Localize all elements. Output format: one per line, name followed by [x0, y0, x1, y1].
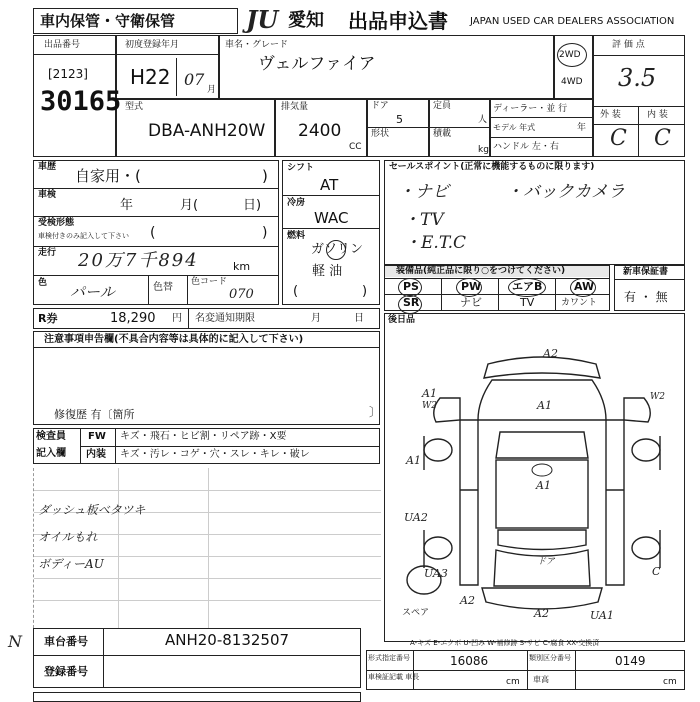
storage-stamp: 車内保管・守衛保管 — [40, 12, 176, 30]
model-year-label: モデル 年式 — [493, 123, 536, 132]
front-bumper-shape — [484, 357, 600, 378]
damage-mark-3: W2 — [422, 401, 437, 411]
registration-label: 初度登録年月 — [125, 40, 180, 50]
equip-sr: SR — [403, 296, 420, 309]
equip-ps: PS — [403, 280, 419, 293]
inspector-interior: 内装 — [86, 449, 106, 460]
mileage-unit: km — [233, 260, 251, 273]
remarks-grid — [33, 468, 381, 628]
displacement-value: 2400 — [298, 121, 342, 141]
remark-1: ダッシュ板ベタツキ — [38, 503, 146, 517]
registration-number-label: 登録番号 — [44, 665, 88, 678]
rating-exterior-label: 外 装 — [600, 110, 621, 120]
type-spec-label-4: 車高 — [533, 675, 549, 684]
damage-mark-12: A2 — [460, 594, 475, 607]
history-close: ) — [262, 167, 268, 185]
type-spec-label-1: 形式指定番号 — [368, 654, 410, 662]
inspector-fw: FW — [88, 431, 106, 442]
capacity-label: 定員 — [433, 101, 452, 111]
storage-stamp-box — [33, 8, 238, 34]
color-change-label: 色替 — [153, 282, 173, 293]
history-label: 車歴 — [38, 162, 57, 172]
recycle-month: 月 — [311, 313, 321, 324]
inspection-label: 車検 — [38, 190, 57, 200]
equip-aw: AW — [574, 280, 595, 293]
damage-legend: A-キズ E-エクボ U-凹み W-補修跡 S-サビ C-腐食 XX-交換済 — [410, 639, 600, 647]
doors-label: ドア — [371, 101, 389, 111]
type-spec-label-2: 類別区分番号 — [529, 654, 571, 662]
equip-pw-circle — [456, 278, 482, 297]
inspector-interior-text: キズ・汚レ・コゲ・穴・スレ・キレ・破レ — [120, 449, 310, 460]
recycle-notice-label: 名変通知期限 — [195, 313, 255, 324]
remark-2: オイルもれ — [38, 530, 98, 544]
damage-mark-4: A1 — [537, 399, 552, 412]
inspector-fw-text: キズ・飛石・ヒビ割・リペア跡・X要 — [120, 431, 287, 442]
doors-value: 5 — [396, 113, 403, 126]
selling-point-4: ・E.T.C — [404, 233, 467, 253]
type-spec-unit-1: cm — [506, 677, 520, 687]
color-code: 070 — [229, 287, 254, 302]
rating-label: 評 価 点 — [612, 40, 645, 50]
model-year-unit: 年 — [577, 123, 587, 133]
damage-mark-7: A1 — [536, 479, 551, 492]
reception-open: ( — [150, 225, 156, 241]
damage-mark-13: A2 — [534, 607, 549, 620]
chassis-label: 車台番号 — [44, 635, 88, 648]
model-label: 型式 — [125, 102, 144, 112]
equip-airbag-circle — [508, 278, 546, 297]
displacement-unit: CC — [349, 142, 362, 152]
fuel-close: ) — [362, 284, 368, 299]
aircon-value: WAC — [314, 209, 349, 227]
ju-logo-text: 愛知 — [288, 10, 324, 31]
shift-label: シフト — [287, 163, 315, 173]
damage-mark-14: UA1 — [590, 609, 614, 622]
registration-month-unit: 月 — [207, 85, 217, 95]
inspection-year: 年 — [120, 198, 134, 213]
fuel-diesel: 軽 油 — [312, 264, 343, 279]
reception-close: ) — [262, 225, 268, 241]
damage-mark-1: A2 — [543, 347, 558, 360]
equip-aw-circle — [570, 278, 596, 297]
rear-label: 後日品 — [388, 315, 416, 325]
warranty-value: 有 ・ 無 — [624, 290, 668, 304]
mileage-value: 20万7千894 — [78, 250, 199, 271]
registration-month: 07 — [184, 70, 205, 89]
handle-label: ハンドル 左・右 — [493, 142, 559, 152]
color-label: 色 — [38, 278, 48, 288]
type-spec-label-3: 車検証記載 車長 — [368, 673, 420, 681]
mileage-label: 走行 — [38, 248, 57, 258]
type-spec-unit-2: cm — [663, 677, 677, 687]
inspector-label: 検査員 — [36, 431, 66, 442]
selling-point-1: ・ナビ — [398, 182, 449, 202]
repair-history: 修復歴 有〔箇所 — [54, 408, 135, 421]
recycle-label: R券 — [38, 312, 58, 325]
warranty-label: 新車保証書 — [623, 267, 669, 277]
shape-label: 形状 — [371, 129, 390, 139]
equipment-label: 装備品(純正品に限り○をつけてください) — [396, 266, 566, 276]
repair-close: 〕 — [369, 405, 382, 419]
chassis-mark: N — [8, 632, 22, 651]
ju-logo-mark: JU — [246, 5, 279, 34]
damage-mark-5: W2 — [650, 392, 665, 402]
damage-mark-10: UA3 — [424, 567, 448, 580]
car-name-value: ヴェルファイア — [258, 54, 376, 74]
type-spec-value-2: 0149 — [615, 654, 646, 668]
selling-point-3: ・TV — [403, 210, 444, 230]
equip-sr-circle — [398, 295, 422, 314]
rating-interior: C — [654, 126, 671, 151]
recycle-unit: 円 — [172, 313, 182, 324]
listing-number-label: 出品番号 — [44, 40, 81, 50]
notes-label: 注意事項申告欄(不具合内容等は具体的に記入して下さい) — [44, 334, 304, 345]
damage-mark-6: A1 — [406, 454, 421, 467]
color-value: パール — [70, 283, 115, 301]
car-name-label: 車名・グレード — [225, 40, 289, 50]
registration-era-year: H22 — [130, 65, 171, 89]
equip-tv: TV — [520, 296, 535, 309]
equip-airbag: エアB — [512, 280, 543, 293]
inspection-month: 月( — [180, 198, 199, 213]
type-spec-value-1: 16086 — [450, 654, 489, 668]
remark-3: ボディーAU — [38, 557, 104, 571]
listing-number: 30165 — [40, 86, 122, 117]
drive-2wd: 2WD — [559, 50, 581, 60]
recycle-value: 18,290 — [110, 311, 156, 326]
inspection-day: 日) — [243, 198, 262, 213]
displacement-label: 排気量 — [281, 102, 309, 112]
fuel-gasoline-circle — [326, 240, 346, 260]
equip-counter: カワント — [561, 298, 598, 308]
model-value: DBA-ANH20W — [148, 121, 266, 141]
form-title-en: JAPAN USED CAR DEALERS ASSOCIATION — [470, 16, 675, 27]
color-code-label: 色コード — [191, 277, 228, 287]
damage-mark-9: ドア — [537, 557, 555, 567]
rating-interior-label: 内 装 — [647, 110, 668, 120]
fuel-label: 燃料 — [287, 231, 306, 241]
damage-mark-11: C — [652, 565, 661, 578]
listing-sub-number: [2123] — [48, 67, 88, 81]
shift-value: AT — [320, 176, 339, 194]
recycle-day: 日 — [354, 313, 364, 324]
rating-score: 3.5 — [618, 64, 657, 92]
inspector-sub: 記入欄 — [36, 448, 66, 459]
reception-note: 車検付きのみ記入して下さい — [38, 232, 129, 240]
rating-exterior: C — [610, 126, 627, 151]
drive-4wd: 4WD — [561, 77, 583, 87]
form-title: 出品申込書 — [348, 9, 448, 33]
aircon-label: 冷房 — [287, 198, 306, 208]
damage-mark-8: UA2 — [404, 511, 428, 524]
fuel-open: ( — [293, 284, 299, 299]
selling-points-label: セールスポイント(正常に機能するものに限ります) — [389, 162, 595, 172]
damage-mark-2: A1 — [422, 387, 437, 400]
equip-navi: ナビ — [460, 296, 482, 309]
equip-pw: PW — [461, 280, 482, 293]
bottom-row — [33, 692, 361, 702]
load-label: 積載 — [433, 129, 452, 139]
history-value: 自家用・( — [75, 167, 141, 185]
load-unit: kg — [478, 145, 489, 155]
spare-label: スペア — [402, 608, 430, 618]
reception-label: 受検形態 — [38, 218, 75, 228]
dealer-label: ディーラー・並 行 — [493, 104, 568, 114]
chassis-value: ANH20-8132507 — [165, 631, 290, 649]
capacity-unit: 人 — [478, 115, 488, 125]
selling-point-2: ・バックカメラ — [506, 182, 625, 202]
fuel-gasoline: ガソリン — [311, 242, 364, 257]
